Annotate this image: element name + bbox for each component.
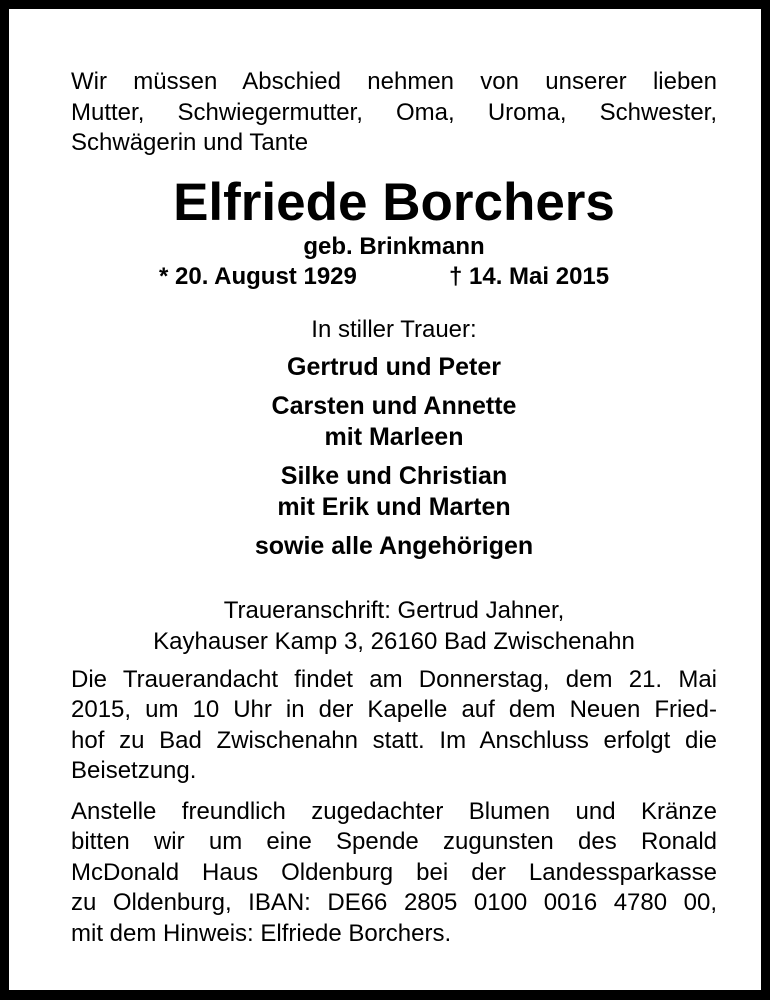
service-line: Beisetzung. — [71, 757, 197, 784]
address-line: Traueranschrift: Gertrud Jahner, — [223, 596, 565, 624]
mourner-line: Silke und Christian — [280, 461, 508, 490]
donation-line: Anstelle freundlich zugedachter Blumen und Kränze — [71, 797, 717, 825]
donation-line: McDonald Haus Oldenburg bei der Landessparkasse — [71, 858, 717, 886]
mourner-line: mit Marleen — [324, 422, 464, 451]
mourner-group — [71, 531, 717, 562]
donation-line: bitten wir um eine Spende zugunsten des Ronald — [71, 828, 717, 855]
mourning-address — [71, 595, 717, 657]
intro-line: Mutter, Schwiegermutter, Oma, Uroma, Schwester, — [71, 98, 717, 126]
service-line: hof zu Bad Zwischenahn statt. Im Anschluss erfolgt die — [71, 726, 717, 754]
service-line: Die Trauerandacht findet am Donnerstag, dem 21. Mai — [71, 665, 717, 693]
intro-text — [71, 67, 717, 159]
obituary-notice — [71, 67, 717, 949]
mourner-group — [71, 391, 717, 453]
deceased-name: Elfriede Borchers — [173, 172, 615, 232]
mourning-label: In stiller Trauer: — [311, 315, 477, 343]
mourner-line: mit Erik und Marten — [277, 492, 511, 521]
maiden-name: geb. Brinkmann — [303, 232, 485, 260]
intro-line: Wir müssen Abschied nehmen von unserer lieben — [71, 68, 717, 95]
donation-request — [71, 797, 717, 950]
mourner-group — [71, 352, 717, 383]
donation-line: mit dem Hinweis: Elfriede Borchers. — [71, 919, 452, 947]
life-dates — [71, 261, 717, 293]
mourner-group — [71, 461, 717, 523]
mourners-list — [71, 352, 717, 562]
mourner-line: sowie alle Angehörigen — [254, 531, 534, 560]
death-date: † 14. Mai 2015 — [449, 262, 610, 290]
intro-line: Schwägerin und Tante — [71, 129, 309, 156]
mourner-line: Carsten und Annette — [271, 391, 517, 420]
mourner-line: Gertrud und Peter — [287, 352, 501, 381]
service-details — [71, 665, 717, 787]
service-line: 2015, um 10 Uhr in der Kapelle auf dem Neuen Fried- — [71, 696, 717, 723]
address-line: Kayhauser Kamp 3, 26160 Bad Zwischenahn — [153, 627, 635, 655]
birth-date: * 20. August 1929 — [159, 262, 357, 290]
donation-line: zu Oldenburg, IBAN: DE66 2805 0100 0016 4780 00, — [71, 889, 717, 916]
